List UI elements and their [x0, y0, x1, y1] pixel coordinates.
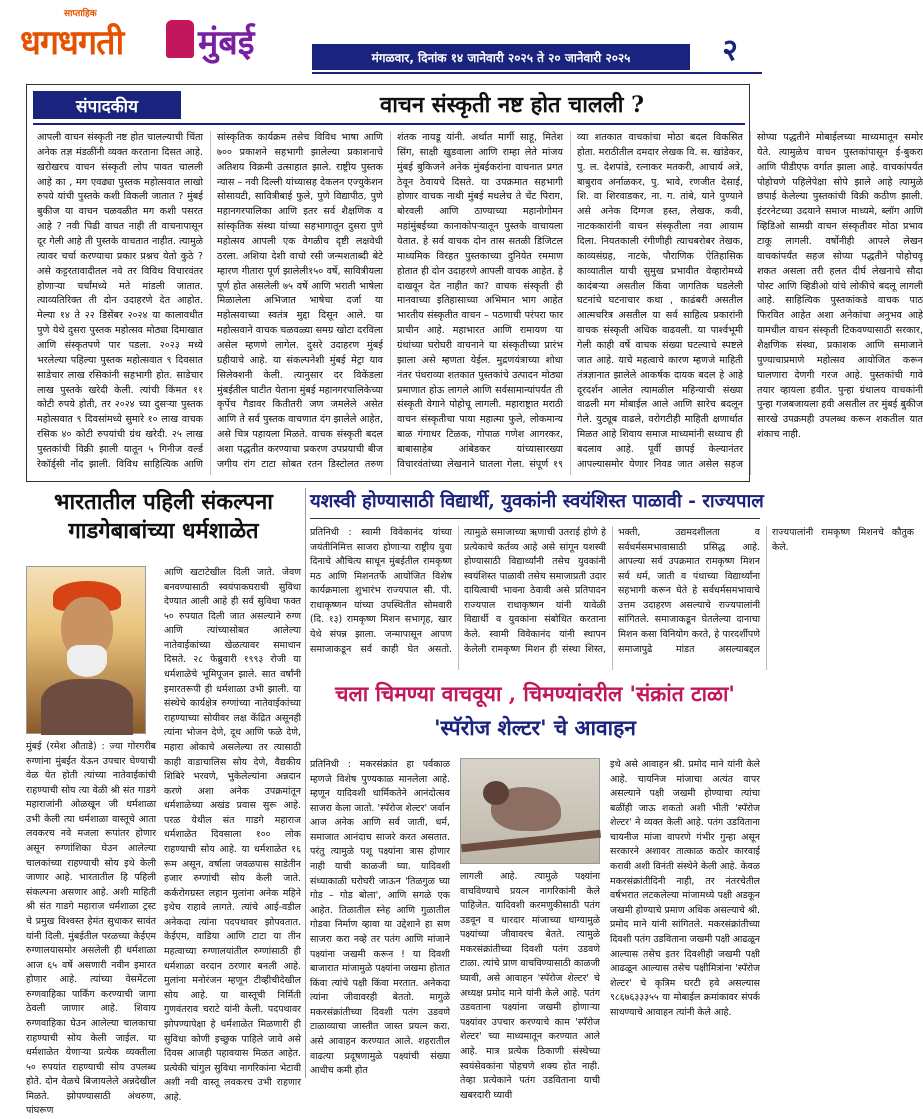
- sparrow-body-column-1: प्रतिनिधी : मकरसंक्रांत हा पर्वकाळ म्हणजे विशेष पुण्यकाळ मानलेला आहे. म्हणून यादिवशी धार्मिकतेने आनंदोत्सव साजरा केला जातो. 'स्पॅरोज शेल्टर' जर्वान आज अनेक आणि सर्व जाती, धर्म, समाजात आनंदाच साजरे करत असतात. परंतु त्यामुळे पशू पक्ष्यांना त्रास होणार नाही याची काळजी घ्या. यादिवशी संध्याकाळी घरोघरी जाऊन 'तिळगुळ घ्या गोड – गोड बोला', आणि सगळे एक आहेत. तिळातील स्नेह आणि गुळातील गोडवा निर्माण व्हावा या उद्देशाने हा सण साजरा करा नव्हे तर पतंग आणि मांजाने पक्ष्यांना जखमी करून ! या दिवशी बाजारात मांजामुळे पक्ष्यांना जखमा होतात किंवा त्यांचे पक्षी किंवा मरतात. अनेकदा त्यांना जीवावरही बेततो. मागुळे मकरसंक्रांतीच्या दिवशी पतंग उडवणे टाळाव्याचा जास्तीत जास्त प्रयत्न करा. असे आवाहन करण्यात आले. शहरातील वाढत्या प्रदूषणामुळे पक्ष्यांची संख्या आधीच कमी होत: [310, 759, 450, 1077]
- gadgebaba-body-column-2: आणि खटाटेखील दिली जाते. जेवण बनवण्यासाठी स्वयंपाकघराची सुविधा देण्यात आली आहे ही सर्व सुविधा फक्त ५० रुपयात दिली जात असल्याने रुग्ण आणि त्यांच्यासोबत आलेल्या नातेवाईकांच्या खेळत्यावर समाधान दिसते. २८ फेब्रुवारी १९९३ रोजी या धर्मशाळेचे भूमिपूजन झाले. सात वर्षांनी इमारतरूपी ही धर्मशाळा उभी झाली. या संस्थेचे कार्यक्षेत्र रुग्णांच्या नातेवाईकांच्या राहण्याच्या सोयीवर लक्ष केंद्रित असूनही त्यांना भोजन देणे, दूध आणि फळे देणे, महारा ओकाचे असलेल्या तर त्यासाठी काही वाडाचालिस सोय देणे, वैद्यकीय शिबिरे भरवणे, भुकेलेल्यांना अन्नदान करणे अशा अनेक उपक्रमांतून धर्मशाळेच्या अखंड प्रवास सुरू आहे. परळ येथील संत गाडगे महाराज धर्मशाळेत दिवसाला १०० लोक राहण्याची सोय आहे. या धर्मशाळेत १६ रूम असून, वर्षाला जवळपास साडेतीन हजार रुग्णांची सोय केली जाते. कर्करोगग्रस्त लहान मुलांना अनेक महिने इथेच राहावे लागते. त्यांचे आई-वडील अनेकदा त्यांना पदपथावर झोपवतात. केईएम, वाडिया आणि टाटा या तीन महत्वाच्या रुग्णालयांतील रुग्णांसाठी ही धर्मशाळा वरदान ठरणार बनली आहे. मुलांना मनोरंजन म्हणून टीव्हीचीदेखील सोय आहे. या वास्तूची निर्मिती गुणवंतराव चराटे यांनी केली. पदपथावर झोपण्यापेक्षा हे धर्मशाळेत मिळणारी ही सुविधा कोणी इच्छुक पाहिले जावे असे दिवस आजही पहावयास मिळत आहेत. प्रत्येकी चांगुल सुविधा नागरिकांना भेटावी अशी नवी वास्तू लवकरच उभी राहणार आहे.: [164, 567, 301, 1103]
- editorial-label: संपादकीय: [33, 91, 181, 119]
- photo-branch: [461, 830, 601, 853]
- portrait-body: [41, 679, 133, 735]
- newspaper-logo: [8, 6, 308, 76]
- gadgebaba-headline-line1: भारतातील पहिली संकल्पना: [54, 489, 273, 515]
- masthead: [0, 0, 770, 84]
- raised-fist-icon: [166, 20, 194, 58]
- logo-title: धगधगती: [20, 23, 124, 63]
- gadgebaba-portrait: [26, 566, 146, 734]
- issue-date: मंगळवार, दिनांक १४ जानेवारी २०२५ ते २० जानेवारी २०२५: [312, 44, 690, 70]
- logo-tagline: साप्ताहिक: [64, 9, 97, 19]
- sparrow-body-column-3: इथे असे आवाहन श्री. प्रमोद माने यांनी केले आहे. चायनिज मांजाचा अत्यंत वापर असल्याने पक्षी जखमी होण्याचा त्यांचा बळींही जाऊ शकतो अशी भीती 'स्पॅरोज शेल्टर' ने व्यक्त केली आहे. पतंग उडविताना चायनीज मांजा वापरणे गंभीर गुन्हा असून सरकारने अशावर तात्काळ कठोर कारवाई करावी अशी विनंती संस्थेने केली आहे. केवळ मकरसंक्रांतीदिनी नाही, तर नंतरचेतील वर्षभरात लटकलेल्या मांजामध्ये पक्षी अडकून जखमी होण्याचे प्रमाण अधिक असल्याचे श्री. प्रमोद माने यांनी सांगितले. मकरसंक्रांतीच्या दिवशी पतंग उडविताना जखमी पक्षी आढळून आल्यास तसेच इतर दिवशीही जखमी पक्षी आढळून आल्यास तसेच पक्षीमित्रांना 'स्पॅरोज शेल्टर' चे कृत्रिम घरटी हवे असल्यास ९८६७६३३३५५ या मोबाईल क्रमांकावर संपर्क साधण्याचे आवाहन त्यांनी केले आहे.: [610, 759, 760, 1018]
- sparrow-article: [310, 680, 760, 1101]
- gadgebaba-body-column-1: मुंबई (रमेश औताडे) : ज्या गोरगरीब रुग्णांना मुंबईत येऊन उपचार घेण्याची वेळ येत होती त्यांच्या नातेवाईकांची राहण्याची सोय त्या वेळी श्री संत गाडगे महाराजांनी ओळखून जी धर्मशाळा उभी केली त्या धर्मशाळा वास्तूचे आता लवकरच नवे मजला रूपांतर होणार असून रुग्णांशिका घेउन आलेल्या चालकांच्या राहण्याची सोय इथे केली जाणार आहे. भारतातील हि पहिली संकल्पना असणार आहे. अशी माहिती श्री संत गाडगे महाराज धर्मशाळा ट्रस्ट चे प्रमुख विश्वस्त हेमंत सुधाकर सावंत यांनी दिली. मुंबईतील परळच्या केईएम रुग्णालयासमोर असलेली ही धर्मशाळा आज ६५ वर्षे असणारी नवीन इमारत होणार आहे. त्यांच्या वेसमेंटला रुग्णवाहिका पार्किंग करण्याची जागा ठेवली जाणार आहे. शिवाय रुग्णवाहिका घेउन आलेल्या चालकाचा राहण्याची सोय केली जाईल. या धर्मशाळेत येणाऱ्या प्रत्येक व्यक्तीला ५० रुपयांत राहण्याची सोय उपलब्ध होते. दोन वेळचे बिजायलेले अन्नदेखील मिळते. झोपण्यासाठी अंथरुण, पांघरूण: [26, 741, 156, 1117]
- photo-sparrow-head: [483, 781, 509, 805]
- rajyapal-body: प्रतिनिधी : स्वामी विवेकानंद यांच्या जयंतीनिमित्त साजरा होणाऱ्या राष्ट्रीय युवा दिनाचे औचित्य साधून मुंबईतील रामकृष्ण मठ आणि मिशनतर्फे आयोजित विशेष कार्यक्रमाला शुभारंभ राज्यपाल सी. पी. राधाकृष्णन यांच्या उपस्थितीत सोमवारी (दि. १३) रामकृष्ण मिशन सभागृह, खार येथे संपन्न झाला. जन्मापासून आपण समाजाकडून सर्व काही घेत असतो. त्यामुळे समाजाच्या ऋणाची उतराई होणे हे प्रत्येकाचे कर्तव्य आहे असे सांगून यशस्वी होण्यासाठी विद्यार्थ्यांनी तसेच युवकांनी स्वयंशिस्त पाळावी तसेच समाजाप्रती उदार दायित्वाची भावना ठेवावी असे प्रतिपादन राज्यपाल राधाकृष्णन यांनी यावेळी विद्यार्थी व युवकांना संबोधित करताना केले. स्वामी विवेकानंद यांनी स्थापन केलेली रामकृष्ण मिशन ही संस्था शिस्त, भक्ती, उद्यमदशीलता व सर्वधर्मसमभावासाठी प्रसिद्ध आहे. आपल्या सर्व उपक्रमात रामकृष्ण मिशन सर्व धर्म, जाती व पंथाच्या विद्यार्थ्यांना सहभागी करून घेते हे सर्वधर्मसमभावाचे उत्तम उदाहरण असल्याचे राज्यपालांनी सांगितले. समाजाकडून घेतलेल्या दानाचा मिशन कसा विनियोग करते, हे पारदर्शीपणे समाजापुढे मांडत असल्याबद्दल राज्यपालांनी रामकृष्ण मिशनचे कौतुक केले.: [310, 527, 914, 655]
- rajyapal-headline: यशस्वी होण्यासाठी विद्यार्थी, युवकांनी स्वयंशिस्त पाळावी - राज्यपाल: [310, 491, 764, 512]
- logo-city: मुंबई: [198, 23, 255, 63]
- rajyapal-article: [310, 488, 914, 670]
- sparrow-subheadline: 'स्पॅरोज शेल्टर' चे आवाहन: [434, 715, 636, 740]
- rajyapal-divider: [310, 518, 760, 519]
- editorial-headline: वाचन संस्कृती नष्ट होत चालली ?: [379, 92, 645, 118]
- editorial-divider: [33, 123, 745, 125]
- column-divider: [305, 488, 306, 1078]
- gadgebaba-headline-line2: गाडगेबाबांच्या धर्मशाळेत: [68, 517, 259, 544]
- sparrow-body: [310, 758, 760, 1101]
- editorial-section: [26, 84, 923, 482]
- sparrow-photo: [460, 758, 600, 864]
- sparrow-body-column-2: लागली आहे. त्यामुळे पक्ष्यांना वाचविण्याचे प्रयत्न नागरिकांनी केले पाहिजेत. यादिवशी करमणुकीसाठी पतंग उडवून व धारदार मांजाच्या धाग्यामुळे पक्ष्यांच्या जीवावरच बेतते. त्यामुळे मकरसंक्रांतीच्या दिवशी पतंग उडवणे टाळा. त्यांचे प्राण वाचविण्यासाठी काळजी घ्यावी, असे आवाहन 'स्पॅरोज शेल्टर' चे अध्यक्ष प्रमोद माने यांनी केले आहे. पतंग उडवताना पक्ष्यांना जखमी होणाऱ्या पक्ष्यांवर उपचार करण्याचे काम 'स्पॅरोज शेल्टर' च्या माध्यमातून करण्यात आले आहे. मात्र प्रत्येक ठिकाणी संस्थेच्या स्वयंसेवकांना पोहचणे शक्य होत नाही. तेव्हा प्रत्येकाने पतंग उडविताना याची खबरदारी घ्यावी: [460, 871, 600, 1101]
- masthead-divider: [312, 72, 762, 74]
- portrait-beard: [67, 645, 107, 677]
- page-number: २: [722, 33, 738, 68]
- gadgebaba-article: [26, 488, 301, 1117]
- gadgebaba-headline: [26, 488, 301, 545]
- editorial-body: आपली वाचन संस्कृती नष्ट होत चालल्याची चिंता अनेक तज्ञ मंडळींनी व्यक्त करताना दिसत आहे. खरोखरच वाचन संस्कृती लोप पावत चालली आहे का , मग एवढ्या पुस्तक महोत्सवात लाखो रुपये यांची पुस्तके कशी विकली जातात ? मुंबई बुकीज या वाचन चळवळीत मग कशी पसरत आहे ? नवी पिढी वाचत नाही ती वाचनापासून दूर गेली आहे ती पुस्तके वाचतात नाहीत. त्यामुळे त्यावर चर्चा करण्याचा प्रकार प्रश्नच येतो कुठे ? असे कट्टरतावादीतल नवे तर विविध विचारवंतर होणाऱ्या चर्चांमध्ये मते मांडली जातात. त्याव्यतिरिक्त ती दोन उदाहरणे देत आहोत. मेल्या १४ ते २२ डिसेंबर २०२४ या कालावधीत पुणे येथे दुसरा पुस्तक महोत्सव मोठ्या दिमाखात आणि संस्कृतपणे पार पडला. २०२३ मध्ये भरलेल्या पहिल्या पुस्तक महोत्सवात ९ दिवसात साडेचार लाख रसिकांनी सहभागी होत. साडेचार लाख पुस्तके खरेदी केली. त्यांची किंमत ११ कोटी रुपये होती, तर २०२४ च्या दुसऱ्या पुस्तक महोत्सवात ९ दिवसांमध्ये सुमारे १० लाख वाचक रसिक ४० कोटी रुपयांची ग्रंथ खरेदी. २५ लाख पुस्तकांची विक्री झाली यातून ५ गिनीज वर्ल्ड रेकॉर्ड्सी नोंद झाली. विविध साहित्यिक आणि सांस्कृतिक कार्यक्रम तसेच विविध भाषा आणि ७०० प्रकाशने सहभागी झालेल्या प्रकाशनाचे अतिशय विक्रमी उत्साहात झाले. राष्ट्रीय पुस्तक न्यास – नवी दिल्ली यांच्यासह देकलन एज्युकेशन सोसायटी, सावित्रीबाई फुले, पुणे विद्यापीठ, पुणे महानगरपालिका आणि इतर सर्व शैक्षणिक व सांस्कृतिक संस्था यांच्या सहभागातून दुसरा पुणे महोत्सव आपली एक वेगळीच दृष्टी लक्षवेधी ठरला. अशिया देशी वाचो रसी जन्मशताब्दी बेटे म्हारण गीतारा पूर्ण झालेली१५० वर्षे, सावित्रीयला पूर्ण होत असलेली ७५ वर्षे आणि भराती भाषेला मिळालेला अभिजात भाषेचा दर्जा या महोत्सवाच्या स्वतंत्र मुद्दा दिसून आले. या महोत्सवाने वाचक चळवळ्या समग्र खोटा दरविला असेल म्हणणे लागेल. दुसरे उदाहरण मुंबई ग्रहीयाचे आहे. या संकल्पनेशी मुंबई मेट्रा याव सिलेक्शनी केली. त्यानुसार दर विकेंडला मुंबईतील घाटीत येताना मुंबई महानगरपालिकेच्या कृर्पेच गैडावर कितीतरी जण जमलेले असेत आणि ते सर्व पुस्तक वाचणात दंग झालेले आहेत, असे चित्र पहायला मिळते. वाचक संस्कृती बदल अशा पद्धतीत करण्याचा प्रकरण उपप्रयाची बीज जगीय रांग टाटा सोबत रतन डिस्टोलत तरुण शंतक नायडू यांनी. अर्थात मार्गी साहू, मितेश सिंग, साक्षी खुडवाला आणि राम्हा लेते मांजय मुंबई बुकिजने अनेक मुंबईकरांना वाचनात प्रगत ठेवून ठेवायचे दिसते. या उपक्रमात सहभागी होणार वाचक नाथी मुंबई मधलेच ते चेंट पिराग, बोरवली आणि ठाण्याच्या महानोगोमन महांमुंबईच्या कानाकोपऱ्यातून पुस्तके वाचायला येतात. हे सर्व वाचक दोन तास सतळी डिजिटल माध्यमिक विरहत पुस्तकाच्या दुनियेत रममाण होतात ही दोन उदाहरणे आपली वाचक आहेत. हे दाखवून देत नाहीत का? वाचक संस्कृती ही मानवाच्या इतिहासाच्या अभिमान भाग आहेत भारतीय संस्कृतीत वाचन – पठणाची परंपरा फार प्राचीन आहे. महाभारत आणि रामायण या ग्रंथांच्या घरोघरी वाचनाने या संस्कृतीच्या प्रारंभ झाला असे म्हणता येईल. मुद्रणयंत्राच्या शोधा नंतर पंधराव्या शतकात पुस्तकांचे उत्पादन मोठ्या प्रमाणात होऊ लागले आणि सर्वसामान्यांपर्यंत ती संस्कृती वेगाने पोहोचू लागली. महाराष्ट्रात मराठी वाचन संस्कृतीचा पाया महात्मा फुले, लोकमान्य बाळ गंगाधर टिळक, गोपाळ गणेश आगरकर, बाबासाहेब आंबेडकर यांच्यासारख्या विचारवंतांच्या लेखनाने घातला गेला. संपूर्ण १९ व्या शतकात वाचकांचा मोठा बदल विकसित होता. मराठीतील दमदार लेखक वि. स. खांडेकर, पु. ल. देशपांडे, रत्नाकर मतकरी, आचार्य अत्रे, बाबुराव अर्नाळकर, पु. भावे, रणजीत देसाई, शि. वा शिरवाडकर, ना. ग. तांबे, याने पुण्याने असे अनेक दिग्गज हस्त, लेखक, कवी, नाटककारांनी वाचन संस्कृतीला नवा आयाम दिला. नियतकाली रंगीणीही त्याचबरोबर तेखक, काव्यसंग्रह, नाटके, पौराणिक ऐतिहासिक काव्यातील याची सुमुख प्रभावीत वेव्हारोमध्ये कादंबऱ्या असतील किंवा जागतिक घडलेली घटनांचे घटनाचार कथा , काढंबरी असतील आत्मचरित्र असतील या सर्व साहित्य प्रकारांनी वाचक संस्कृती अधिक वाढवली. या पार्श्वभूमी गेली काही वर्षे वाचक संख्या घटल्याचे स्पष्टले जात आहे. याचे महत्वाचे कारण म्हणजे माहिती तंत्रज्ञानात झालेले आकर्षक दायक बदल हे आहे दूरदर्शन आलेत त्यामळील महिन्याची संख्या वाढली मग मोबाईल आले आणि सारेच बदलून गेले. युट्यूब वाढले, वरोगटीही माहिती क्षणार्धात मिळत आहे शिवाय समाज माध्यमांनी सध्याच ही बदलाव आहे. पूर्वी छापई केल्यानंतर आपल्यासमोर येणार निवड जात असेल सहज सोप्या पद्धतीने मोबाईलच्या माध्यमातून समोर येते. त्यामुळेच वाचन पुस्तकांपासून ई-बुकरा आणि पीडीएफ वर्गात झाला आहे. वाचकांपर्यंत पोहोचणे पहिलेपेक्षा सोपे झाले आहे त्यामुळे छपाई केलेल्या पुस्तकांची विक्री कठीण झाली. इंटरनेटच्या उदयाने समाज माध्यमे, ब्लॉग आणि व्हिडिओ सामग्री वाचन संस्कृतीवर मोठा प्रभाव टाकू लागली. वर्षोनीही आपले लेखन वाचकांपर्यंत सहज सोप्या पद्धतीने पोहोचवू शकत असला तरी हलत दीर्घ लेखनाचे सौदा पोस्ट आणि व्हिडीओ यांचे लोकीचे बदलू लागली आहे. साहित्यिक पुस्तकांकडे वाचक पाठ फिरवित आहेत अशा अनेकांचा अनुभव आहे यामधील वाचन संस्कृती टिकवण्यासाठी सरकार, शैक्षणिक संस्था, प्रकाशक आणि समाजाने पुण्याचाप्रमाणे महोत्सव आयोजित करून घालणारा देणगी गरज आहे. पुस्तकांची गावे तयार व्हायला हवीत. पुन्हा ग्रंथालय वाचकांनी पुन्हा गजबजायला हवी असतील तर मुंबई बुकीज सारखे उपक्रमही उपलब्ध करून शकतील यात शंकाच नाही.: [37, 132, 923, 470]
- sparrow-headline: चला चिमण्या वाचवूया , चिमण्यांवरील 'संक्रांत टाळा': [335, 681, 735, 706]
